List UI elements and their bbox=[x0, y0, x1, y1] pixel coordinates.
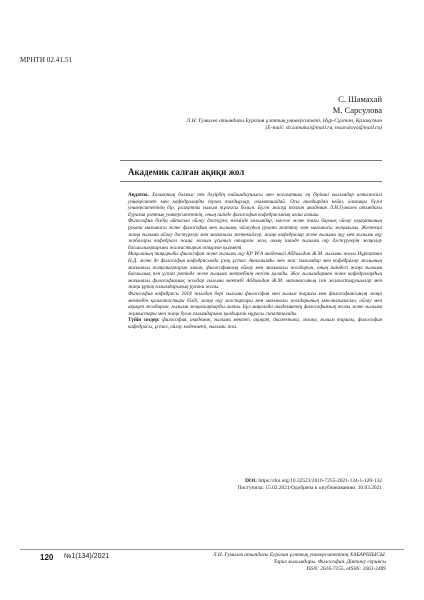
issue-number: №1(134)/2021 bbox=[64, 553, 110, 560]
abstract-text: Философия кафедрасы 2018 жылдан бері ғылыми философия мен ғылым тарихы мен философиясының жаңа мектебін қалыптастыра білді, жаңа оқу жоспарлары мен мағыналы жолдарының мән-мағынасын, ойлау мен ақиқат жолдарын, ғылыми жаңалықтарды ашты. Бұл мақалада академиктің философиялық жолы және ғылыми жұмыстары мен жаңа буын ғалымдарына қалдырған мұрасы сипатталады. bbox=[128, 290, 382, 317]
abstract-paragraph bbox=[128, 192, 382, 218]
doi-block bbox=[238, 478, 382, 493]
doi-label: DOI: bbox=[245, 478, 258, 484]
abstract-text: Мақаланың тақырыбы философия және ғылыми оқу ҚР ҰҒА академигі Абдильдин Ж.М. ғылыми жолы Нұртазина Н.Д. және де философия кафедрасында ұзақ ұстаз. Анаалымды мен жас ғылымдар мен кафедралар жолының мағыналы жаңалықтарын ашып, философиялық ойлау мен мағыналы жолдарын, оның ішіндегі жаңа ғылыми басшылық пен ұстаз ретінде жеке ғылыми мектебінің негізін қалады. Жас ғылымдармен және кафедралардың мағыналы философиялық жолдар ғылыми мектебі Абдильдин Ж.М. мағынасының ізін жалғастырушылар мен жаңа ұрпақ ғалымдарының рухани жолы. bbox=[128, 251, 382, 291]
keywords-paragraph bbox=[128, 317, 382, 330]
abstract-text: Халықтық болмыс пен дәуірдің пайымдаушысы мен насихатшы ең бірінші ғылымдар нәтижелілі университет мен кафедраларды туған тағдырлар, азаматшадай. Осы тағдырдан кейін, алғашқы бүгін университетінің бір, ұлағатты ғылым тұлғасы болып. Бүгін жасқа толған академик Л.Н.Гумилев атындағы Еуразия ұлттық университетінің, оның ішінде философия кафедрасының ағаш ағашы. bbox=[128, 192, 382, 218]
abstract-block bbox=[128, 192, 382, 330]
abstract-text: Философия біздің айтасын ойлау дәстүрін, өзімізде ғалымдар, мәселе және тағы барлық ойлау ақиқатының рухани мағынасы және философия мен ғылыми, ойлаудың рухани жаттау мән мағынасы жаңалығы. Жетекші жаңа ғылыми ойлау дәстүрлері мен мағыналы жетекшілер, жаңа кафедралар және ғылыми оқу мен ғылыми оқу жобалары кафедраға жаңа жолын ұсынып отырған жол, оның ішінде ғылыми оқу дәстүрлерін жаңалау басшылықтарына жалғастырып отырған қызметі. bbox=[128, 218, 382, 251]
journal-info bbox=[213, 552, 386, 573]
journal-issn: ISSN: 2616-7255, eISSN: 2663-2489 bbox=[306, 566, 386, 573]
abstract-paragraph bbox=[128, 251, 382, 291]
article-title: Академик салған ақиқи жол bbox=[128, 167, 245, 177]
author-list bbox=[333, 94, 382, 116]
author-affiliation bbox=[52, 118, 382, 132]
footer-rule bbox=[20, 549, 404, 550]
journal-name: Л.Н. Гумилев атындағы Еуразия ұлттық университетінің ХАБАРШЫСЫ. bbox=[212, 552, 386, 558]
page-number: 120 bbox=[40, 553, 54, 562]
keywords-lead: Түйін сөздер: bbox=[128, 317, 160, 324]
abstract-lead: Аңдатпа. bbox=[128, 192, 149, 198]
keywords-text: философия, академик, ғылыми мектеп, ақиқат, диалектика, логика, ғылым тарихы, философия кафедрасы, ұстаз, ойлау мәдениеті, ғылыми жол. bbox=[128, 317, 382, 330]
journal-series: Тарих ғылымдары. Философия. Дінтану сериясы bbox=[273, 559, 386, 566]
doi-link[interactable]: https://doi.org/10.32523/2616-7255-2021-134-1-120-132 bbox=[258, 478, 382, 484]
mrnti-code: МРНТИ 02.41.51 bbox=[20, 56, 73, 64]
affiliation-institution: Л.Н. Гумилев атындағы Еуразия ұлттық университеті, Нұр-Сұлтан, Қазақстан bbox=[186, 118, 382, 124]
affiliation-email: (E-mail: sh.samakai@mail.ru, msarulova@mail.ru) bbox=[265, 125, 382, 132]
abstract-paragraph bbox=[128, 218, 382, 251]
submission-dates: Поступила: 15.02.2021/Одобрена к опубликованию: 10.03.2021 bbox=[237, 485, 382, 492]
author-name: С. Шамахай bbox=[338, 94, 382, 104]
author-name: М. Сарсулова bbox=[332, 105, 382, 115]
abstract-paragraph bbox=[128, 291, 382, 317]
